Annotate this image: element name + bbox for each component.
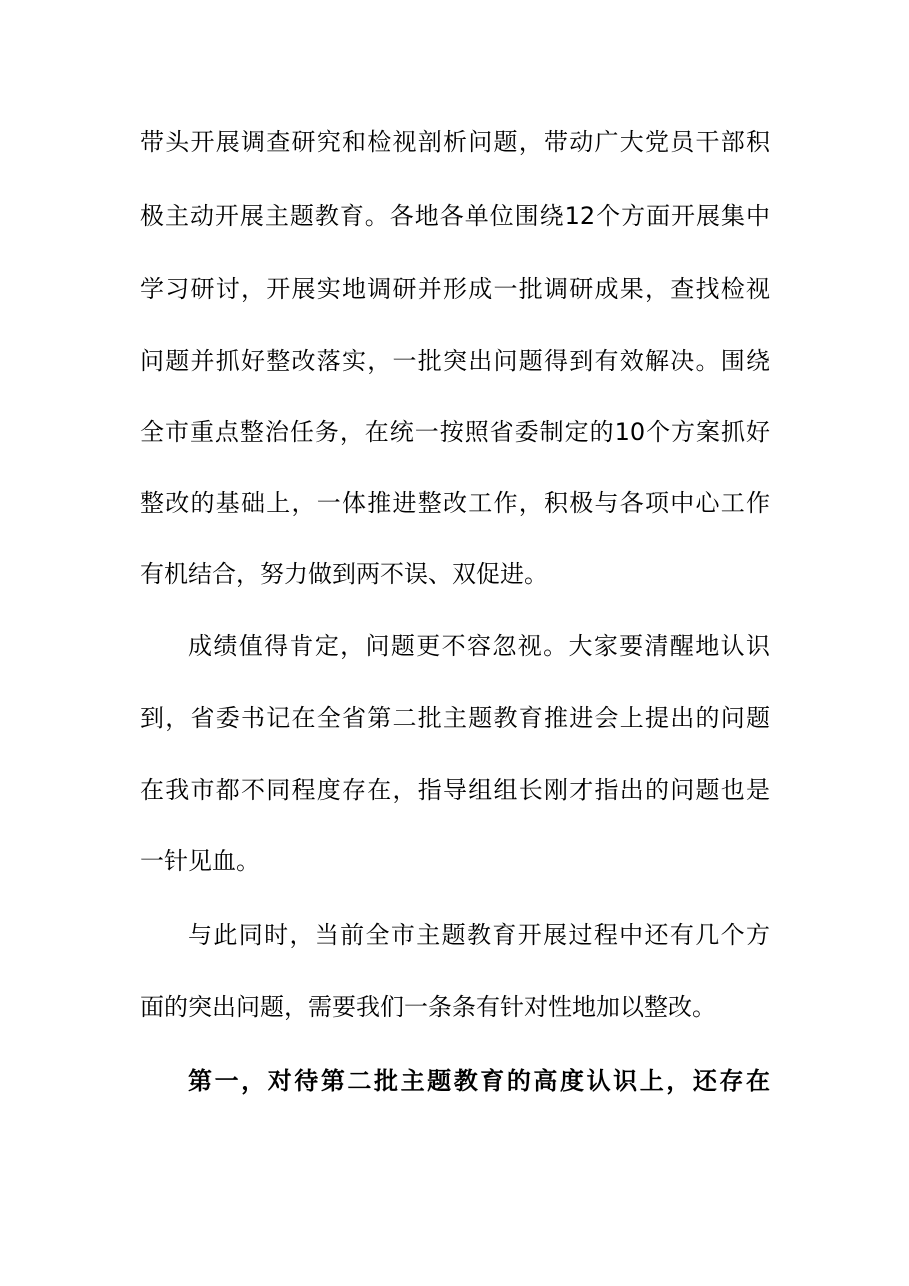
section-heading-line: 第一，对待第二批主题教育的高度认识上，还存在 [188, 1067, 770, 1095]
paragraph-line: 全市重点整治任务，在统一按照省委制定的10个方案抓好 [140, 418, 770, 446]
paragraph-line: 成绩值得肯定，问题更不容忽视。大家要清醒地认识 [188, 632, 770, 660]
paragraph-line: 问题并抓好整改落实，一批突出问题得到有效解决。围绕 [140, 347, 770, 375]
paragraph-line: 有机结合，努力做到两不误、双促进。 [140, 560, 548, 588]
paragraph-line: 带头开展调查研究和检视剖析问题，带动广大党员干部积 [140, 128, 770, 156]
paragraph-line: 面的突出问题，需要我们一条条有针对性地加以整改。 [140, 993, 716, 1021]
paragraph-line: 学习研讨，开展实地调研并形成一批调研成果，查找检视 [140, 275, 770, 303]
paragraph-line: 整改的基础上，一体推进整改工作，积极与各项中心工作 [140, 489, 770, 517]
paragraph-line: 一针见血。 [140, 847, 260, 875]
paragraph-line: 与此同时，当前全市主题教育开展过程中还有几个方 [188, 921, 770, 949]
paragraph-line: 到，省委书记在全省第二批主题教育推进会上提出的问题 [140, 704, 770, 732]
paragraph-line: 极主动开展主题教育。各地各单位围绕12个方面开展集中 [140, 202, 770, 230]
paragraph-line: 在我市都不同程度存在，指导组组长刚才指出的问题也是 [140, 776, 770, 804]
